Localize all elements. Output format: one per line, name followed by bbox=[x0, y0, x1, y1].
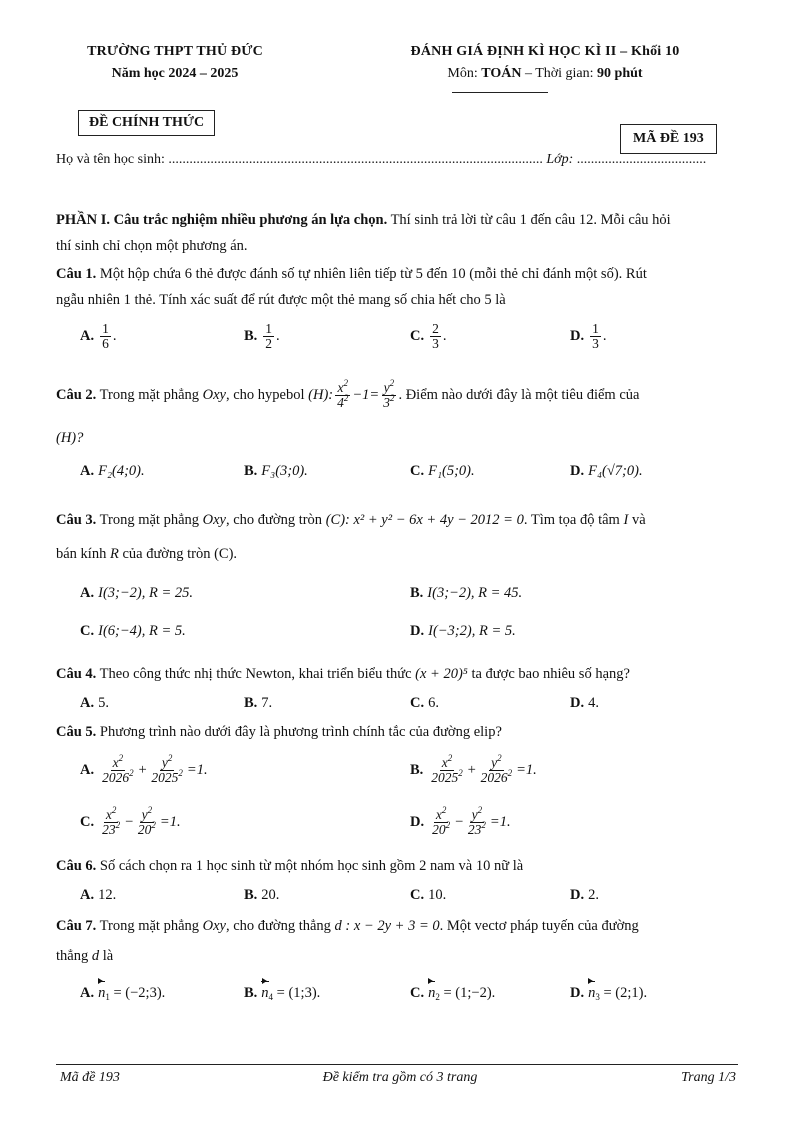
denominator: 2025 bbox=[431, 770, 459, 786]
question-label: Câu 3. bbox=[56, 512, 97, 528]
question-label: Câu 2. bbox=[56, 387, 97, 403]
option-label: A. bbox=[80, 695, 95, 711]
option-label: B. bbox=[244, 695, 258, 711]
denominator: 2025 bbox=[151, 770, 179, 786]
option-label: C. bbox=[410, 985, 425, 1001]
question-5 bbox=[56, 722, 502, 742]
option-label: B. bbox=[410, 762, 424, 778]
circle-equation: (C): x² + y² − 6x + 4y − 2012 = 0 bbox=[325, 512, 524, 528]
question-text: Phương trình nào dưới đây là phương trình chính tắc của đường elip? bbox=[96, 724, 502, 740]
ellipse-equation: $\frac{x^2}{20^2}$ − $\frac{y^2}{23^2}$ =1. bbox=[432, 805, 511, 838]
question-1-line2: ngẫu nhiên 1 thẻ. Tính xác suất để rút được một thẻ mang số chia hết cho 5 là bbox=[56, 292, 506, 308]
time-prefix: – Thời gian: bbox=[521, 66, 598, 81]
vector-symbol: n bbox=[588, 982, 595, 1004]
part1-intro bbox=[56, 210, 671, 230]
vector-symbol: n bbox=[98, 982, 105, 1004]
subject-underline bbox=[452, 92, 548, 93]
denominator: 3 bbox=[592, 336, 599, 352]
denominator: 2 bbox=[265, 336, 273, 352]
denominator: 2026 bbox=[102, 770, 130, 786]
numerator: 1 bbox=[102, 321, 109, 336]
question-text: Trong mặt phẳng bbox=[96, 387, 203, 403]
option-label: D. bbox=[570, 985, 585, 1001]
question-text: thẳng bbox=[56, 948, 92, 964]
q1-option-d[interactable]: D. $\frac{1}{3}$ . bbox=[570, 321, 607, 352]
option-text: 20. bbox=[261, 887, 280, 903]
option-label: B. bbox=[244, 887, 258, 903]
option-text: = (2;1). bbox=[599, 985, 648, 1001]
q6-option-a[interactable] bbox=[80, 884, 116, 906]
question-text: là bbox=[99, 948, 114, 964]
footer-page-number: Trang 1/3 bbox=[681, 1070, 736, 1085]
option-text: 4. bbox=[588, 695, 599, 711]
q6-option-b[interactable] bbox=[244, 884, 279, 906]
question-text: , cho đường thẳng bbox=[225, 918, 335, 934]
q1-option-a[interactable]: A. $\frac{1}{6}$ . bbox=[80, 321, 117, 352]
q3-option-d[interactable] bbox=[410, 620, 516, 642]
question-text: Theo công thức nhị thức Newton, khai triển biểu thức bbox=[96, 666, 416, 682]
question-2 bbox=[56, 380, 639, 410]
question-label: Câu 1. bbox=[56, 266, 97, 282]
q7-option-b[interactable] bbox=[244, 982, 320, 1004]
vector-index: 1 bbox=[105, 992, 110, 1002]
numerator: 2 bbox=[432, 321, 439, 336]
q4-option-c[interactable] bbox=[410, 692, 439, 714]
name-label: Họ và tên học sinh: bbox=[56, 152, 169, 167]
q4-option-b[interactable] bbox=[244, 692, 272, 714]
school-year: Năm học 2024 – 2025 bbox=[111, 66, 239, 81]
q7-option-a[interactable] bbox=[80, 982, 165, 1004]
numerator: 1 bbox=[265, 321, 273, 336]
q3-option-b[interactable] bbox=[410, 582, 522, 604]
option-text: = (1;3). bbox=[273, 985, 321, 1001]
denominator: 3 bbox=[432, 336, 439, 352]
option-text: I(6;−4), R = 5. bbox=[98, 623, 186, 639]
vector-symbol: n bbox=[261, 982, 268, 1004]
ellipse-equation: $\frac{x^2}{23^2}$ − $\frac{y^2}{20^2}$ =1. bbox=[102, 805, 181, 838]
q3-option-c[interactable] bbox=[80, 620, 186, 642]
option-label: C. bbox=[80, 623, 95, 639]
q7-option-d[interactable] bbox=[570, 982, 647, 1004]
part1-intro-line2: thí sinh chỉ chọn một phương án. bbox=[56, 238, 248, 254]
option-text: = (1;−2). bbox=[439, 985, 496, 1001]
question-text: . Tìm tọa độ tâm bbox=[523, 512, 624, 528]
question-text: . Điểm nào dưới đây là một tiêu điểm của bbox=[398, 387, 640, 403]
option-text: = (−2;3). bbox=[109, 985, 166, 1001]
option-label: A. bbox=[80, 985, 95, 1001]
class-dots: ..................................... bbox=[576, 152, 707, 167]
footer-pages-note: Đề kiểm tra gồm có 3 trang bbox=[322, 1070, 478, 1085]
sign: − bbox=[124, 814, 134, 830]
q5-option-c[interactable] bbox=[80, 805, 181, 838]
q6-option-d[interactable] bbox=[570, 884, 599, 906]
exam-code-badge: MÃ ĐỀ 193 bbox=[620, 124, 717, 154]
q2-option-c[interactable] bbox=[410, 460, 475, 482]
option-label: A. bbox=[80, 585, 95, 601]
class-label: Lớp: bbox=[542, 152, 577, 167]
option-text: F₂(4;0). bbox=[98, 463, 145, 479]
exam-subject-line bbox=[330, 66, 760, 82]
school-name: TRƯỜNG THPT THỦ ĐỨC bbox=[87, 44, 263, 59]
official-badge: ĐỀ CHÍNH THỨC bbox=[78, 110, 215, 136]
option-text: F₄(√7;0). bbox=[588, 463, 643, 479]
ellipse-equation: $\frac{x^2}{2025^2}$ + $\frac{y^2}{2026^2}$ =1. bbox=[431, 753, 537, 786]
q2-option-d[interactable] bbox=[570, 460, 643, 482]
variable-d: d bbox=[91, 948, 100, 964]
q7-option-c[interactable] bbox=[410, 982, 495, 1004]
line-equation: d : x − 2y + 3 = 0 bbox=[334, 918, 440, 934]
q5-option-d[interactable] bbox=[410, 805, 511, 838]
option-label: C. bbox=[410, 695, 425, 711]
q1-option-c[interactable]: C. $\frac{2}{3}$ . bbox=[410, 321, 447, 352]
option-label: B. bbox=[410, 585, 424, 601]
part1-text: Thí sinh trả lời từ câu 1 đến câu 12. Mỗi câu hỏi bbox=[387, 212, 671, 228]
fraction bbox=[100, 322, 111, 351]
option-label: D. bbox=[410, 623, 425, 639]
option-label: B. bbox=[244, 328, 258, 344]
time: 90 phút bbox=[597, 66, 643, 81]
denominator: 6 bbox=[102, 336, 109, 352]
option-label: A. bbox=[80, 887, 95, 903]
subject-prefix: Môn: bbox=[447, 66, 482, 81]
option-text: 10. bbox=[428, 887, 447, 903]
q2-option-b[interactable] bbox=[244, 460, 308, 482]
q5-option-a[interactable] bbox=[80, 753, 208, 786]
q5-option-b[interactable] bbox=[410, 753, 537, 786]
denominator: 20 bbox=[432, 822, 446, 838]
denominator: 2026 bbox=[480, 770, 508, 786]
q2-option-a[interactable] bbox=[80, 460, 145, 482]
sign: − bbox=[454, 814, 464, 830]
question-label: Câu 5. bbox=[56, 724, 97, 740]
vector-index: 4 bbox=[268, 992, 274, 1002]
student-name-line bbox=[56, 150, 706, 170]
question-4 bbox=[56, 664, 630, 684]
denominator: 23 bbox=[467, 822, 482, 838]
footer-code: Mã đề 193 bbox=[60, 1070, 120, 1085]
question-text: Một hộp chứa 6 thẻ được đánh số tự nhiên liên tiếp từ 5 đến 10 (mỗi thẻ chỉ đánh một số). Rút bbox=[96, 266, 647, 282]
option-text: I(−3;2), R = 5. bbox=[428, 623, 516, 639]
sign: + bbox=[466, 762, 477, 778]
q4-option-a[interactable] bbox=[80, 692, 109, 714]
option-label: C. bbox=[410, 328, 425, 344]
option-text: 6. bbox=[428, 695, 439, 711]
question-2-line2: (H)? bbox=[56, 430, 84, 446]
question-3-line2 bbox=[56, 544, 237, 564]
option-text: 12. bbox=[98, 887, 117, 903]
ellipse-equation: $\frac{x^2}{2026^2}$ + $\frac{y^2}{2025^2}$ =1. bbox=[102, 753, 208, 786]
denominator: 23 bbox=[102, 822, 116, 838]
question-text: , cho hypebol bbox=[225, 387, 309, 403]
question-6 bbox=[56, 856, 523, 876]
question-text: của đường tròn (C). bbox=[118, 546, 238, 562]
question-label: Câu 7. bbox=[56, 918, 97, 934]
option-text: 2. bbox=[588, 887, 599, 903]
exam-title: ĐÁNH GIÁ ĐỊNH KÌ HỌC KÌ II – Khối 10 bbox=[410, 44, 680, 59]
option-label: D. bbox=[410, 814, 425, 830]
q6-option-c[interactable] bbox=[410, 884, 446, 906]
option-label: A. bbox=[80, 762, 95, 778]
option-label: C. bbox=[410, 463, 425, 479]
q3-option-a[interactable] bbox=[80, 582, 193, 604]
option-label: A. bbox=[80, 463, 95, 479]
question-label: Câu 4. bbox=[56, 666, 97, 682]
binomial-expression: (x + 20)⁵ bbox=[415, 666, 468, 682]
option-text: F₁(5;0). bbox=[428, 463, 475, 479]
footer-rule bbox=[56, 1064, 738, 1065]
name-dots: ........................................................................................................... bbox=[168, 152, 543, 167]
q4-option-d[interactable] bbox=[570, 692, 599, 714]
question-text: Số cách chọn ra 1 học sinh từ một nhóm học sinh gồm 2 nam và 10 nữ là bbox=[96, 858, 524, 874]
option-text: F₃(3;0). bbox=[261, 463, 308, 479]
option-text: I(3;−2), R = 45. bbox=[427, 585, 523, 601]
vector-symbol: n bbox=[428, 982, 435, 1004]
option-label: D. bbox=[570, 463, 585, 479]
oxy: Oxy bbox=[202, 918, 226, 934]
option-label: B. bbox=[244, 463, 258, 479]
option-text: 5. bbox=[98, 695, 109, 711]
option-label: C. bbox=[80, 814, 95, 830]
q1-option-b[interactable]: B. $\frac{1}{2}$ . bbox=[244, 321, 280, 352]
question-text: . Một vectơ pháp tuyến của đường bbox=[439, 918, 639, 934]
fraction bbox=[590, 322, 601, 351]
question-1 bbox=[56, 264, 647, 284]
oxy: Oxy bbox=[202, 512, 226, 528]
question-7-line2 bbox=[56, 946, 113, 966]
question-3 bbox=[56, 510, 646, 530]
question-text: , cho đường tròn bbox=[225, 512, 326, 528]
variable-r: R bbox=[109, 546, 119, 562]
hyperbola-equation: (H): $\frac{x^2}{4^2}$ −1= $\frac{y^2}{3^2}$ bbox=[308, 378, 395, 411]
option-label: C. bbox=[410, 887, 425, 903]
variable-i: I bbox=[623, 512, 629, 528]
option-label: D. bbox=[570, 328, 585, 344]
question-7 bbox=[56, 916, 639, 936]
option-label: D. bbox=[570, 695, 585, 711]
option-label: A. bbox=[80, 328, 95, 344]
subject: TOÁN bbox=[481, 66, 522, 81]
denominator: 20 bbox=[137, 822, 152, 838]
fraction bbox=[430, 322, 441, 351]
oxy: Oxy bbox=[202, 387, 226, 403]
part1-title: PHẦN I. Câu trắc nghiệm nhiều phương án lựa chọn. bbox=[56, 212, 388, 228]
question-label: Câu 6. bbox=[56, 858, 97, 874]
vector-index: 3 bbox=[595, 992, 600, 1002]
sign: + bbox=[137, 762, 148, 778]
vector-index: 2 bbox=[435, 992, 440, 1002]
numerator: 1 bbox=[592, 321, 599, 336]
option-text: I(3;−2), R = 25. bbox=[98, 585, 193, 601]
question-text: bán kính bbox=[56, 546, 110, 562]
question-text: Trong mặt phẳng bbox=[96, 918, 203, 934]
question-text: Trong mặt phẳng bbox=[96, 512, 203, 528]
option-label: D. bbox=[570, 887, 585, 903]
question-text: và bbox=[628, 512, 646, 528]
option-label: B. bbox=[244, 985, 258, 1001]
option-text: 7. bbox=[261, 695, 273, 711]
question-text: ta được bao nhiêu số hạng? bbox=[467, 666, 630, 682]
fraction bbox=[263, 322, 274, 351]
